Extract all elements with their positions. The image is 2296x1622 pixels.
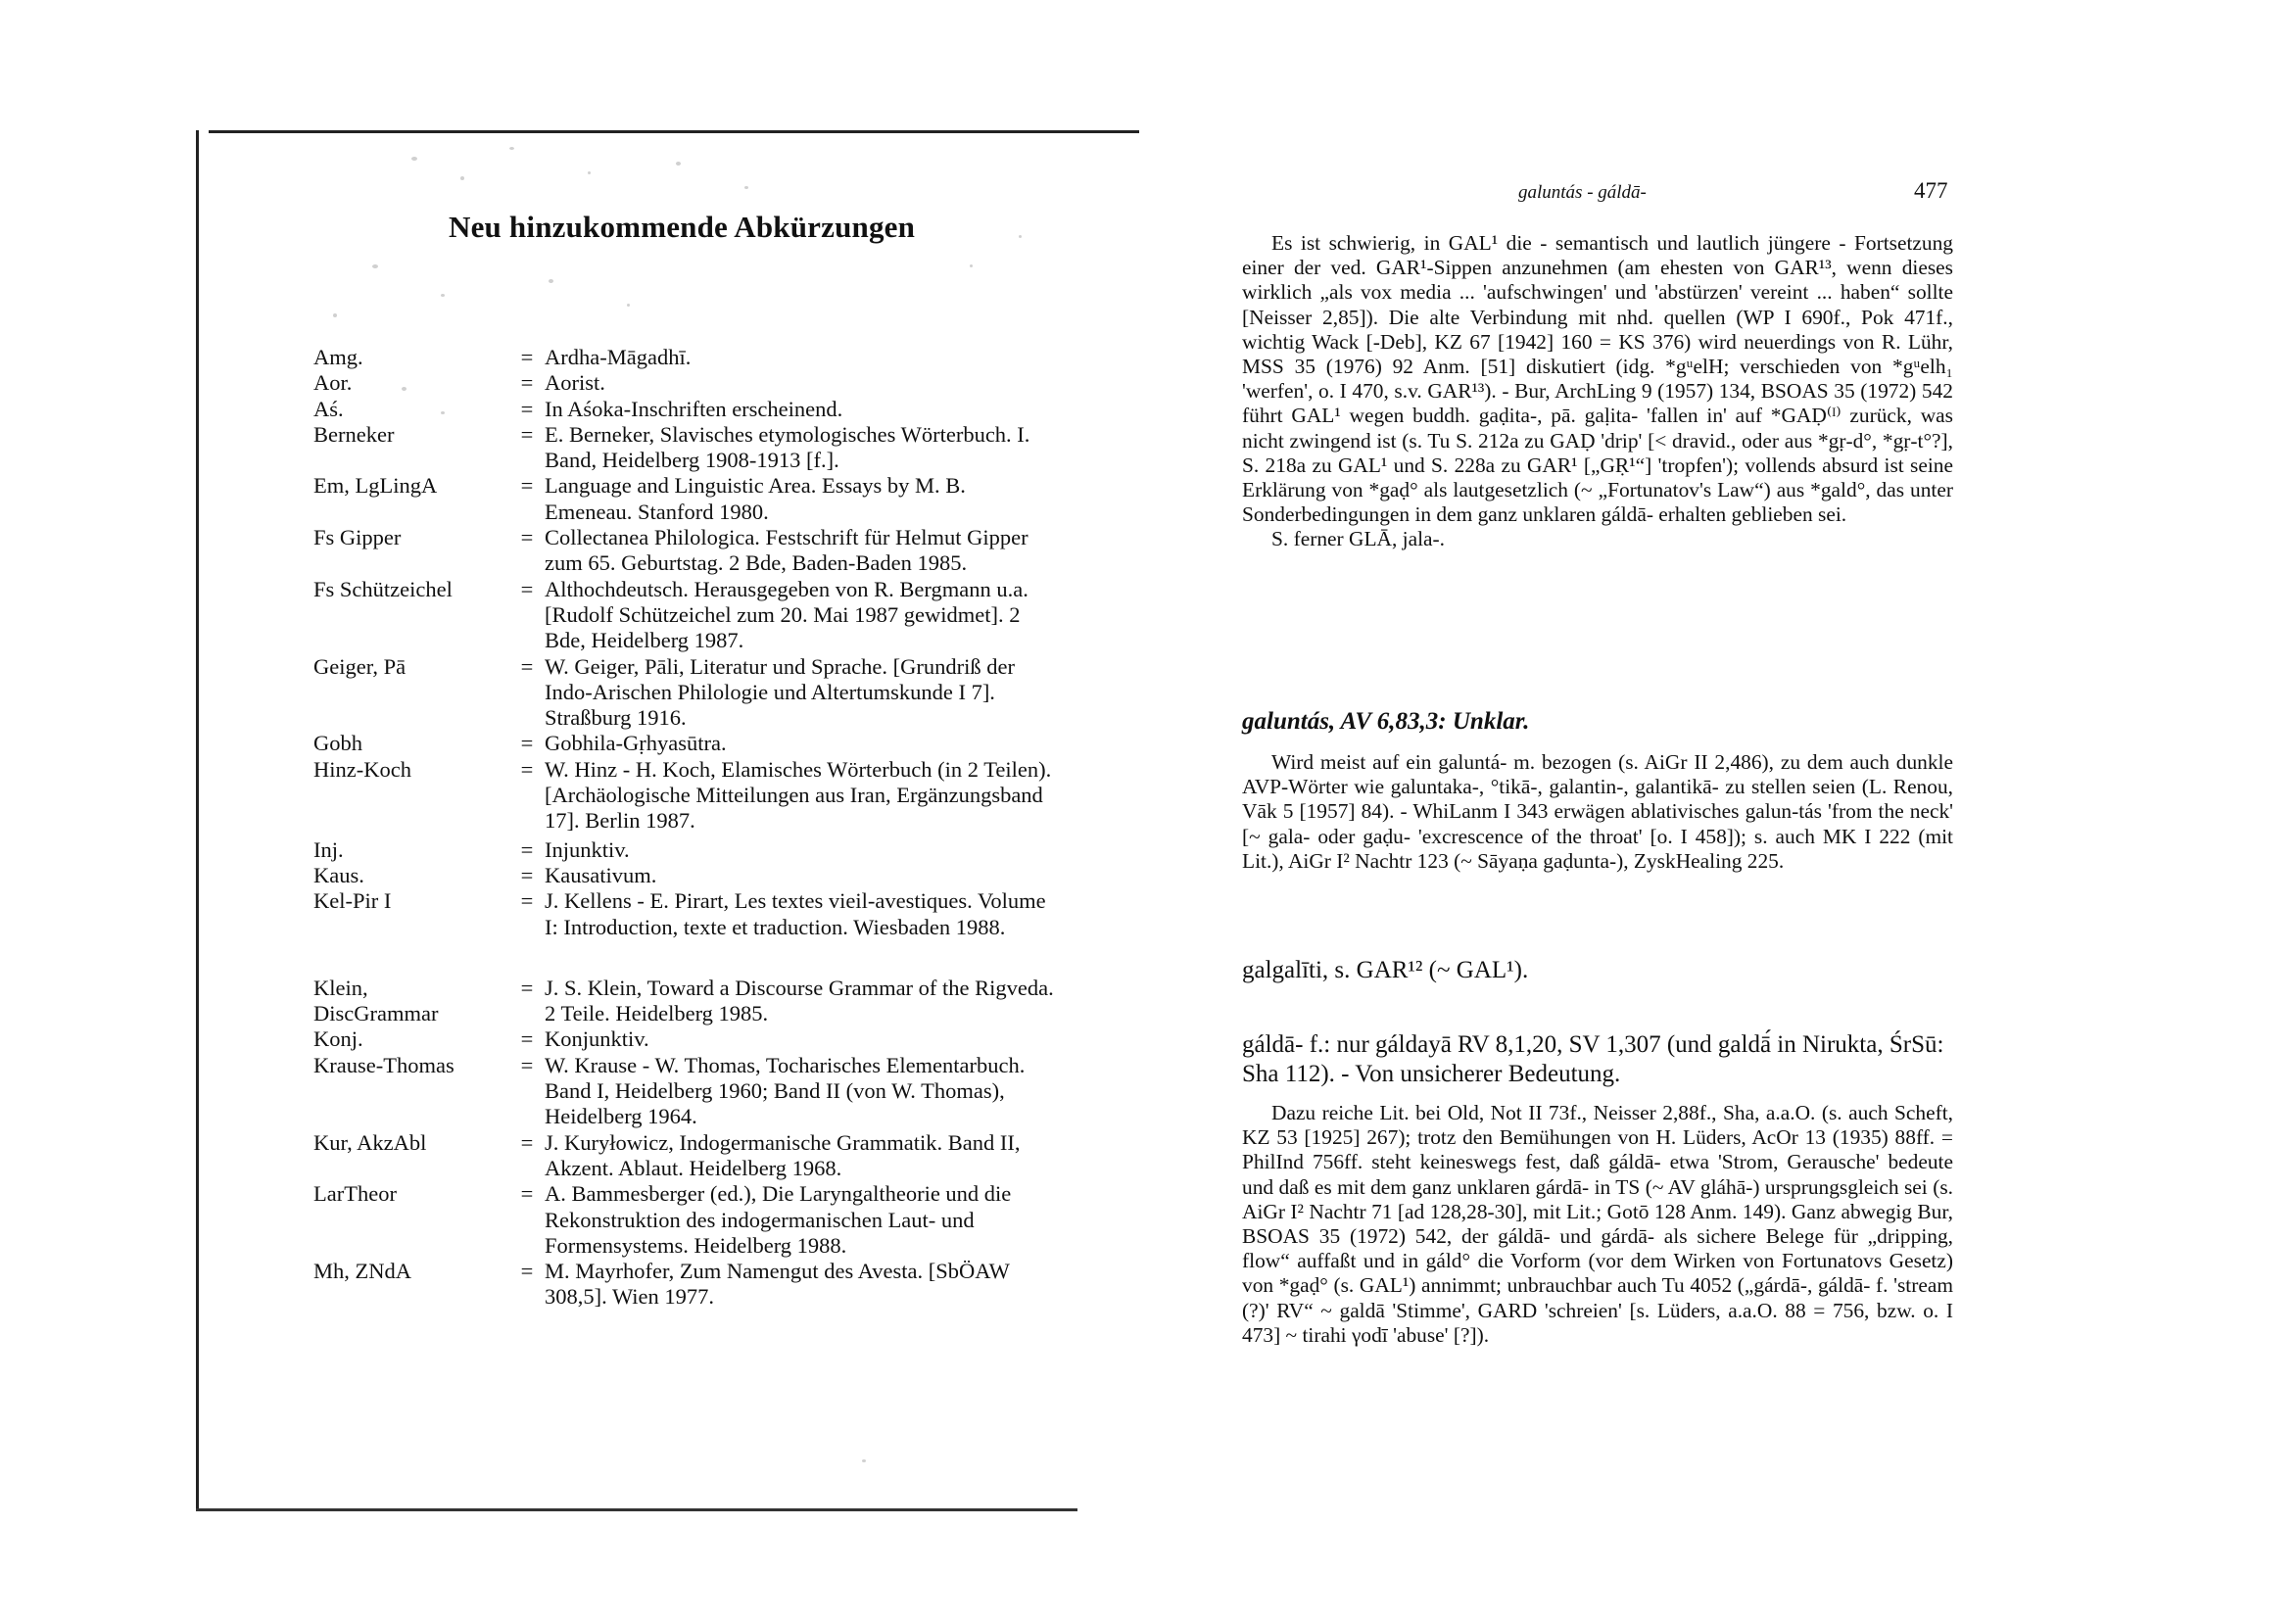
abbreviation: Inj. [313,836,344,862]
list-item [313,397,1058,422]
expansion: Althochdeutsch. Herausgegeben von R. Bergmann u.a. [Rudolf Schützeichel zum 20. Mai 1987 gewidmet]. 2 Bde, Heidelberg 1987. [545,576,1028,653]
abbreviation: LarTheor [313,1181,397,1207]
lemma-heading [1242,707,1967,737]
list-item [313,1181,1058,1259]
list-item [313,525,1058,577]
abbreviation: Mh, ZNdA [313,1259,411,1284]
continuation-paragraph [1242,231,1953,552]
list-item [313,731,1058,756]
abbreviation: Gobh [313,731,362,756]
abbreviation: Amg. [313,345,363,369]
abbreviation: Kaus. [313,862,364,887]
abbreviation: Fs Gipper [313,525,402,550]
equals-sign: = [520,1052,534,1077]
expansion: W. Hinz - H. Koch, Elamisches Wörterbuch (in 2 Teilen). [Archäologische Mitteilungen aus Iran, Ergänzungsband 17]. Berlin 1987. [545,756,1052,834]
abbreviation: Em, LgLingA [313,473,438,499]
abbreviation: Klein, DiscGrammar [313,975,439,1026]
abbreviation: Berneker [313,421,395,447]
expansion: Language and Linguistic Area. Essays by M. B. Emeneau. Stanford 1980. [545,473,966,524]
paragraph: Wird meist auf ein galuntá- m. bezogen (s. AiGr II 2,486), zu dem auch dunkle AVP-Wörter wie galuntaka-, °tikā-, galantin-, galantikā- zu stellen seien (L. Renou, Vāk 5 [1957] 84). - WhiLanm I 343 erwägen ablativisches galun-tás 'from the neck' [~ gala- oder gaḍu- 'excrescence of the throat' [o. I 458]); s. auch MK I 222 (mit Lit.), AiGr I² Nachtr 123 (~ Sāyaṇa gaḍunta-), ZyskHealing 225. [1242,750,1953,873]
equals-sign: = [520,975,534,1000]
expansion: W. Krause - W. Thomas, Tocharisches Elementarbuch. Band I, Heidelberg 1960; Band II (von W. Thomas), Heidelberg 1964. [545,1052,1026,1129]
equals-sign: = [520,653,534,679]
list-item [313,757,1058,835]
paragraph: Dazu reiche Lit. bei Old, Not II 73f., Neisser 2,88f., Sha, a.a.O. (s. auch Scheft, KZ 53 [1925] 267); trotz den Bemühungen von H. Lüders, AcOr 13 (1935) 88ff. = PhilInd 756ff. steht keineswegs fest, daß gáldā- etwa 'Strom, Gerausche' bedeute und daß es mit dem ganz unklaren gárdā- in TS (~ AV gláhā-) ursprungsgleich sei (s. AiGr I² Nachtr 71 [ad 128,28-30], mit Lit.; Gotō 128 Anm. 149). Ganz abwegig Bur, BSOAS 35 (1972) 542, der gáldā- und gárdā- als sichere Belege für „dripping, flow“ auffaßt und in gáld° die Vorform (vor dem Wirken von Fortunatovs Gesetz) von *gaḍ° (s. GAL¹) annimmt; unbrauchbar auch Tu 4052 („gárdā-, gáldā- f. 'stream (?)' RV“ ~ galdā 'Stimme', GARD 'schreien' [s. Lüders, a.a.O. 88 = 756, bzw. o. I 473] ~ tirahi γodī 'abuse' [?]). [1242,1101,1953,1347]
abbreviation: Aś. [313,396,344,421]
equals-sign: = [520,370,534,396]
abbreviation: Fs Schützeichel [313,576,453,601]
equals-sign: = [520,473,534,499]
list-item [313,1130,1058,1182]
equals-sign: = [520,525,534,550]
expansion: Konjunktiv. [545,1026,649,1052]
list-item [313,1259,1058,1311]
page-frame-top-rule [209,130,1139,133]
abbreviation: Konj. [313,1026,363,1052]
expansion: E. Berneker, Slavisches etymologisches Wörterbuch. I. Band, Heidelberg 1908-1913 [f.]. [545,421,1030,473]
equals-sign: = [520,862,534,887]
expansion: Collectanea Philologica. Festschrift für Helmut Gipper zum 65. Geburtstag. 2 Bde, Baden-Baden 1985. [545,525,1028,576]
list-item [313,473,1058,525]
abbreviation: Kur, AkzAbl [313,1129,427,1155]
entry-paragraph [1242,1101,1953,1348]
page-frame-left-rule [196,130,199,1511]
equals-sign: = [520,1026,534,1052]
list-item [313,1053,1058,1130]
list-item [313,1026,1058,1052]
entry-paragraph [1242,750,1953,874]
equals-sign: = [520,888,534,914]
abbreviation-list [313,345,1058,1311]
lemma-text: galgalīti, s. GAR¹² (~ GAL¹). [1242,957,1529,983]
expansion: Injunktiv. [545,836,630,862]
expansion: Kausativum. [545,862,657,887]
page-number: 477 [1914,178,1948,203]
list-item [313,345,1058,370]
page-title: Neu hinzukommende Abkürzungen [449,210,916,244]
equals-sign: = [520,836,534,862]
page-frame-bottom-rule [196,1508,1077,1511]
running-head: galuntás - gáldā- [1518,182,1647,203]
lemma-heading [1242,956,1967,985]
lemma-text: galuntás, AV 6,83,3: Unklar. [1242,708,1530,735]
equals-sign: = [520,576,534,601]
list-item [313,654,1058,732]
expansion: J. S. Klein, Toward a Discourse Grammar of the Rigveda. 2 Teile. Heidelberg 1985. [545,975,1054,1026]
equals-sign: = [520,1259,534,1284]
equals-sign: = [520,396,534,421]
expansion: W. Geiger, Pāli, Literatur und Sprache. [Grundriß der Indo-Arischen Philologie und Altertumskunde I 7]. Straßburg 1916. [545,653,1015,731]
cross-reference: S. ferner GLĀ, jala-. [1271,527,1445,551]
lemma-heading [1242,1030,1967,1089]
list-item [313,577,1058,654]
lemma-text: gáldā- f.: nur gáldayā RV 8,1,20, SV 1,307 (und galdā́ in Nirukta, ŚrSū: Sha 112). - Von unsicherer Bedeutung. [1242,1031,1944,1087]
equals-sign: = [520,731,534,756]
list-item [313,837,1058,863]
list-item [313,863,1058,888]
expansion: Aorist. [545,370,605,396]
list-item [313,422,1058,474]
paragraph: Es ist schwierig, in GAL¹ die - semantisch und lautlich jüngere - Fortsetzung einer der ved. GAR¹-Sippen anzunehmen (am ehesten von GAR¹³, wenn dieses wirklich „als vox media ... 'aufschwingen' und 'abstürzen' vereint ... haben“ sollte [Neisser 2,85]). Die alte Verbindung mit nhd. quellen (WP I 690f., Pok 471f., wichtig Wack [-Deb], KZ 67 [1942] 160 = KS 376) wird neuerdings von R. Lühr, MSS 35 (1976) 92 Anm. [51] diskutiert (idg. *gᵘelH; verschieden von *gᵘelh₁ 'werfen', o. I 470, s.v. GAR¹³). - Bur, ArchLing 9 (1957) 134, BSOAS 35 (1972) 542 führt GAL¹ wegen buddh. gaḍita-, pā. gaḷita- 'fallen in' auf *GAḌ⁽ᴵ⁾ zurück, was nicht zwingend ist (s. Tu S. 212a zu GAḌ 'drip' [< dravid., oder aus *gṛ-d°, *gṛ-t°?], S. 218a zu GAL¹ und S. 228a zu GAR¹ [„GṚ¹“] 'tropfen'); vollends absurd ist seine Erklärung von *gaḍ° als lautgesetzlich (~ „Fortunatov's Law“) aus *gald°, das unter Sonderbedingungen in dem ganz unklaren gáldā- erhalten geblieben sei. [1242,231,1953,527]
abbreviation: Aor. [313,370,353,396]
equals-sign: = [520,421,534,447]
list-item [313,370,1058,396]
abbreviation: Hinz-Koch [313,756,411,782]
abbreviation: Kel-Pir I [313,888,392,914]
expansion: J. Kuryłowicz, Indogermanische Grammatik. Band II, Akzent. Ablaut. Heidelberg 1968. [545,1129,1021,1180]
list-item [313,950,1058,1027]
equals-sign: = [520,345,534,369]
expansion: In Aśoka-Inschriften erscheinend. [545,396,843,421]
equals-sign: = [520,1181,534,1207]
equals-sign: = [520,756,534,782]
expansion: A. Bammesberger (ed.), Die Laryngaltheorie und die Rekonstruktion des indogermanischen Laut- und Formensystems. Heidelberg 1988. [545,1181,1012,1258]
equals-sign: = [520,1129,534,1155]
expansion: Ardha-Māgadhī. [545,345,692,369]
abbreviation: Krause-Thomas [313,1052,454,1077]
expansion: J. Kellens - E. Pirart, Les textes vieil-avestiques. Volume I: Introduction, texte et traduction. Wiesbaden 1988. [545,888,1046,939]
list-item [313,888,1058,940]
expansion: Gobhila-Gṛhyasūtra. [545,731,727,756]
abbreviation: Geiger, Pā [313,653,407,679]
expansion: M. Mayrhofer, Zum Namengut des Avesta. [SbÖAW 308,5]. Wien 1977. [545,1259,1010,1310]
